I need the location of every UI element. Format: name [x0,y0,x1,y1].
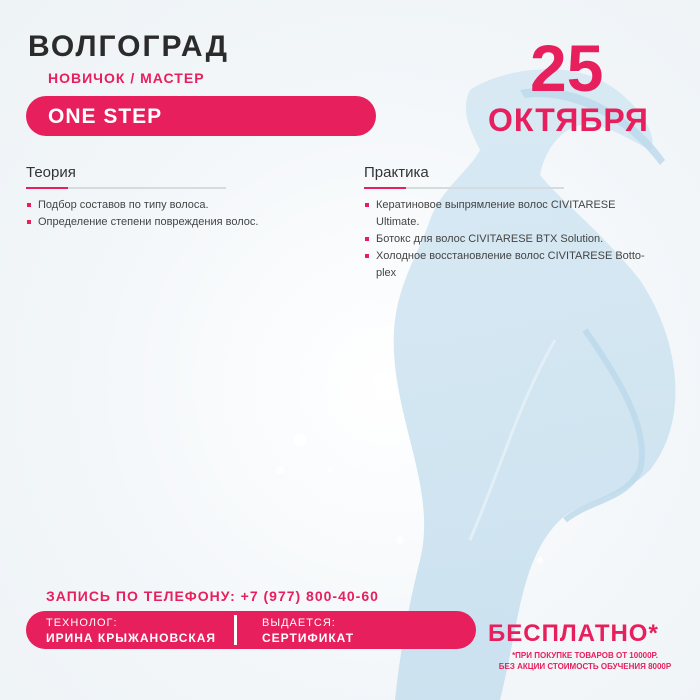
price-note-line-1: *ПРИ ПОКУПКЕ ТОВАРОВ ОТ 10000Р. [512,651,658,660]
theory-list [26,197,326,231]
theory-section [26,164,326,231]
list-item: Ботокс для волос CIVITARESE BTX Solution. [364,231,654,248]
phone-booking[interactable]: ЗАПИСЬ ПО ТЕЛЕФОНУ: +7 (977) 800-40-60 [46,588,379,604]
list-item: Определение степени повреждения волос. [26,214,326,231]
list-item: Кератиновое выпрямление волос CIVITARESE Ultimate. [364,197,654,231]
course-name: ONE STEP [48,105,163,128]
pill-divider [234,615,237,645]
issued-label: ВЫДАЕТСЯ: [262,617,336,629]
practice-divider [364,187,564,189]
course-banner [26,96,376,136]
technologist-label: ТЕХНОЛОГ: [46,617,118,629]
list-item: Холодное восстановление волос CIVITARESE Botto-plex [364,248,654,282]
date-month: ОКТЯБРЯ [488,102,649,138]
theory-title: Теория [26,164,76,181]
list-item: Подбор составов по типу волоса. [26,197,326,214]
level-subtitle: НОВИЧОК / МАСТЕР [48,70,205,86]
free-badge: БЕСПЛАТНО* [488,620,659,647]
city-title: ВОЛГОГРАД [28,30,230,63]
practice-section [364,164,654,282]
issued-value: СЕРТИФИКАТ [262,631,355,645]
price-note-line-2: БЕЗ АКЦИИ СТОИМОСТЬ ОБУЧЕНИЯ 8000Р [498,662,672,671]
theory-divider [26,187,226,189]
practice-title: Практика [364,164,429,181]
price-note [480,650,690,672]
technologist-name: ИРИНА КРЫЖАНОВСКАЯ [46,631,216,645]
practice-list [364,197,654,282]
date-day: 25 [530,31,604,105]
info-pill [26,611,476,649]
